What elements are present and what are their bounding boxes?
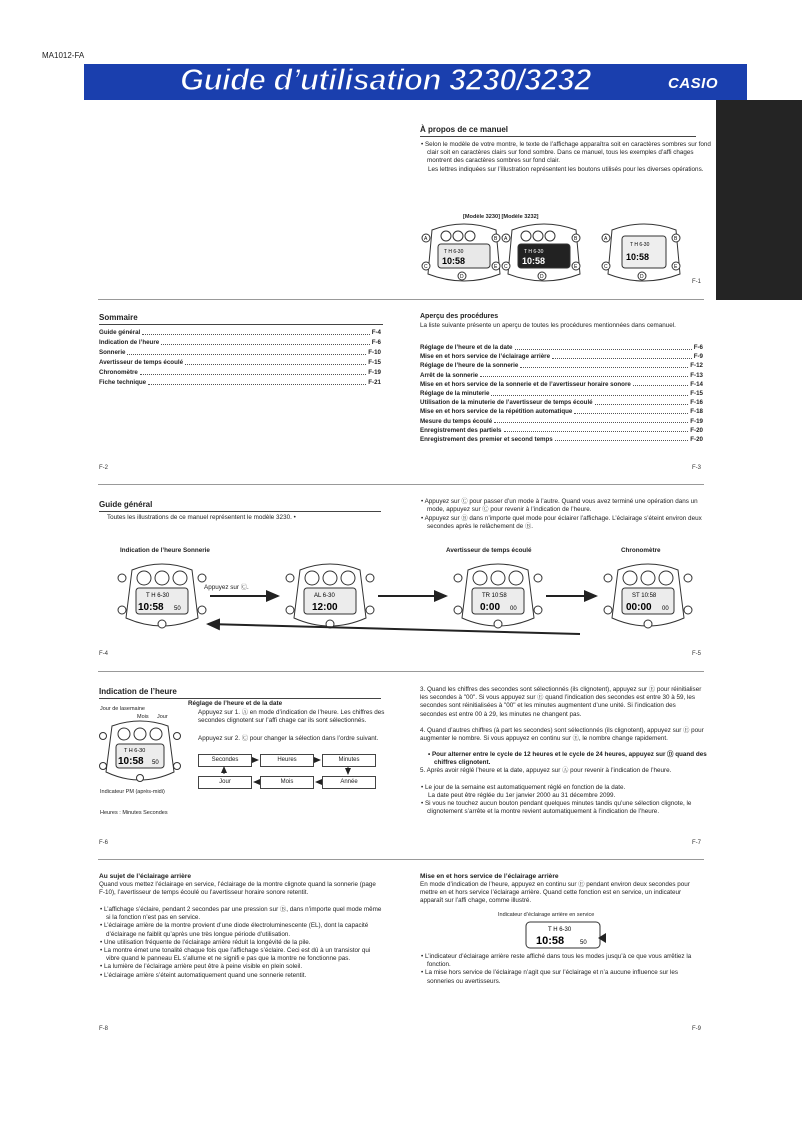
- apercu-intro: La liste suivante présente un aperçu de toutes les procédures mentionnées dans cemanuel.: [420, 322, 676, 329]
- divider: [98, 671, 704, 672]
- procedure-label: Mise en et hors service de l’éclairage arrière: [420, 353, 551, 361]
- toc-item[interactable]: [99, 379, 381, 387]
- cycle-hours: Heures: [260, 754, 314, 767]
- procedure-label: Utilisation de la minuterie de l’avertisseur de temps écoulé: [420, 399, 593, 407]
- indication-heading: Indication de l’heure: [99, 687, 381, 699]
- backlight-bullet: • L’affichage s’éclaire, pendant 2 secondes par une pression sur Ⓑ, dans n’importe quel mode même si la fonction n’est pas en service.: [99, 906, 383, 922]
- models-label: [Modèle 3230] [Modèle 3232]: [463, 214, 539, 220]
- svg-text:10:58: 10:58: [536, 935, 565, 947]
- backlight-toggle-intro: En mode d’indication de l’heure, appuyez en continu sur Ⓔ pendant environ deux secondes pour mettre en et hors service l’éclairage arrière. Quand cette fonction est en service, un indicateur apparaît sur l’affi chage, comme illustré.: [420, 881, 690, 905]
- procedure-page: F-20: [690, 426, 703, 434]
- divider: [98, 299, 704, 300]
- svg-text:T H 6-30: T H 6-30: [630, 242, 650, 248]
- svg-text:E: E: [494, 264, 498, 270]
- svg-text:10:58: 10:58: [522, 256, 546, 266]
- toc-label: Fiche technique: [99, 378, 147, 386]
- cycle-month: Mois: [260, 776, 314, 789]
- procedure-item[interactable]: [420, 372, 703, 380]
- toc-item[interactable]: [99, 329, 381, 337]
- apercu-list: [420, 344, 703, 443]
- label-weekday: Jour de lasemaine: [100, 706, 145, 712]
- step-4: 4. Quand d’autres chiffres (à part les secondes) sont sélectionnés (ils clignotent), appuyez sur Ⓔ pour augmenter le nombre. Si vous appuyez en continu sur Ⓔ, le nombre change rapidement.: [420, 727, 704, 743]
- backlight-toggle-bullets: [420, 953, 704, 986]
- cycle-minutes: Minutes: [322, 754, 376, 767]
- svg-text:12:00: 12:00: [312, 602, 338, 613]
- svg-text:C: C: [424, 264, 428, 270]
- svg-text:T H 6-30: T H 6-30: [548, 927, 572, 933]
- note-1b: La date peut être réglée du 1er janvier 2000 au 31 décembre 2099.: [428, 792, 616, 799]
- procedure-label: Réglage de l’heure de la sonnerie: [420, 362, 519, 370]
- procedure-item[interactable]: [420, 390, 703, 398]
- svg-text:00: 00: [662, 606, 669, 612]
- procedure-page: F-6: [693, 344, 703, 351]
- svg-text:T H 6-30: T H 6-30: [444, 249, 464, 255]
- page-number: F-5: [692, 651, 701, 657]
- mode-label-stopwatch: Chronomètre: [621, 547, 661, 554]
- backlight-intro: Quand vous mettez l’éclairage en service, l’éclairage de la montre clignote quand la sonnerie (page F-10), l’avertisseur de temps écoulé ou l’avertisseur horaire sonore retentit.: [99, 881, 376, 897]
- procedure-page: F-13: [690, 371, 703, 379]
- procedure-item[interactable]: [420, 408, 703, 416]
- brand-logo: CASIO: [668, 75, 719, 92]
- indication-sub: Réglage de l’heure et de la date: [188, 700, 283, 707]
- indicator-label: Indicateur d’éclairage arrière en service: [498, 912, 595, 918]
- svg-text:C: C: [604, 264, 608, 270]
- label-day: Jour: [157, 714, 168, 720]
- svg-text:A: A: [604, 236, 608, 242]
- procedure-label: Réglage de la minuterie: [420, 389, 490, 397]
- svg-text:50: 50: [580, 940, 587, 946]
- backlight-bullet: • Une utilisation fréquente de l’éclairage arrière réduit la longévité de la pile.: [99, 939, 383, 947]
- mode-label-timer: Avertisseur de temps écoulé: [446, 547, 532, 554]
- toc-item[interactable]: [99, 339, 381, 347]
- backlight-indicator-display: [520, 918, 616, 952]
- toc-label: Guide général: [99, 329, 141, 336]
- procedure-label: Enregistrement des premier et second temps: [420, 435, 553, 443]
- watch-alarm: [286, 564, 374, 628]
- svg-text:10:58: 10:58: [626, 252, 650, 262]
- svg-text:D: D: [540, 274, 544, 280]
- svg-text:T H 6-30: T H 6-30: [524, 249, 544, 255]
- toc-page: F-6: [371, 338, 381, 346]
- about-heading: À propos de ce manuel: [420, 125, 696, 137]
- svg-text:A: A: [424, 236, 428, 242]
- model-illustrations: [414, 222, 714, 288]
- page-number: F-7: [692, 840, 701, 846]
- toc-label: Sonnerie: [99, 348, 126, 356]
- svg-text:C: C: [504, 264, 508, 270]
- procedure-page: F-19: [690, 417, 703, 425]
- page-number: F-6: [99, 840, 108, 846]
- procedure-page: F-12: [690, 362, 703, 370]
- step-2: Appuyez sur 2. Ⓒ pour changer la sélection dans l’ordre suivant.: [198, 735, 379, 742]
- page-number: F-3: [692, 465, 701, 471]
- procedure-item[interactable]: [420, 436, 703, 444]
- procedure-item[interactable]: [420, 399, 703, 407]
- procedure-page: F-18: [690, 408, 703, 416]
- cycle-year: Année: [322, 776, 376, 789]
- apercu-heading: Aperçu des procédures: [420, 313, 499, 320]
- svg-text:50: 50: [174, 606, 181, 612]
- procedure-label: Arrêt de la sonnerie: [420, 371, 479, 379]
- mode-flow-diagram: [110, 558, 710, 644]
- divider: [98, 484, 704, 485]
- svg-text:B: B: [494, 236, 498, 242]
- step-3: 3. Quand les chiffres des secondes sont sélectionnés (ils clignotent), appuyez sur Ⓔ pour réinitialiser les secondes à "00". Si vous appuyez sur Ⓔ quand l’indication des secondes est entre 30 à 59, les secondes sont réinitialisées à "00" et les minutes augmentent d’une unité. Si l’indication des secondes est entre 00 à 29, les minutes ne changent pas.: [420, 686, 702, 718]
- procedure-page: F-15: [690, 389, 703, 397]
- sommaire-heading: Sommaire: [99, 313, 383, 325]
- procedure-item[interactable]: [420, 427, 703, 435]
- backlight-bullet: • La montre émet une tonalité chaque fois que l’affichage s’éclaire. Ceci est dû à un transistor qui vibre quand le panneau EL s’allume et ne signifi e pas que la montre ne fonctionne pas.: [99, 947, 383, 963]
- page-number: F-9: [692, 1026, 701, 1032]
- note-2: • Si vous ne touchez aucun bouton pendant quelques minutes tandis qu’une sélection clignote, le clignotement s’arrête et la montre revient automatiquement à l’indication de l’heure.: [420, 800, 711, 816]
- press-c-label: Appuyez sur Ⓒ.: [204, 584, 249, 591]
- svg-text:10:58: 10:58: [118, 756, 144, 767]
- page-title: Guide d’utilisation 3230/3232: [180, 62, 592, 97]
- watch-timekeeping: [118, 564, 206, 628]
- cycle-day: Jour: [198, 776, 252, 789]
- document-code: MA1012-FA: [42, 51, 85, 60]
- svg-text:TR 10:58: TR 10:58: [482, 593, 507, 599]
- procedure-label: Mise en et hors service de la sonnerie et de l’avertisseur horaire sonore: [420, 380, 631, 388]
- watch-stopwatch: [604, 564, 692, 628]
- svg-text:T H 6-30: T H 6-30: [124, 748, 146, 754]
- sommaire-list: [99, 329, 381, 387]
- toc-page: F-4: [371, 329, 381, 336]
- procedure-page: F-20: [690, 435, 703, 443]
- procedure-page: F-14: [690, 380, 703, 388]
- divider: [98, 859, 704, 860]
- step-1: Appuyez sur 1. Ⓐ en mode d’indication de l’heure. Les chiffres des secondes clignotent sur l’affi chage car ils sont sélectionnés.: [198, 709, 385, 725]
- backlight-toggle-bullet: • L’indicateur d’éclairage arrière reste affiché dans tous les modes jusqu’à ce que vous arrêtiez la fonction.: [420, 953, 704, 969]
- svg-text:00: 00: [510, 606, 517, 612]
- watch-3230-illustration: [422, 224, 500, 281]
- svg-text:B: B: [574, 236, 578, 242]
- svg-text:D: D: [460, 274, 464, 280]
- procedure-item[interactable]: [420, 344, 703, 352]
- step-4b: • Pour alterner entre le cycle de 12 heures et le cycle de 24 heures, appuyez sur Ⓓ quand des chiffres clignotent.: [427, 751, 711, 767]
- toc-item[interactable]: [99, 359, 381, 367]
- page-number: F-1: [692, 279, 701, 285]
- backlight-heading: Au sujet de l’éclairage arrière: [99, 873, 191, 880]
- page-number: F-8: [99, 1026, 108, 1032]
- guide-bullet-1: • Appuyez sur Ⓒ pour passer d’un mode à l’autre. Quand vous avez terminé une opération dans un mode, appuyez sur Ⓒ pour revenir à l’indication de l’heure.: [420, 498, 711, 514]
- procedure-label: Réglage de l’heure et de la date: [420, 344, 513, 351]
- procedure-label: Mise en et hors service de la répétition automatique: [420, 408, 573, 416]
- step-5: 5. Après avoir réglé l’heure et la date, appuyez sur Ⓐ pour revenir à l’indication de l’heure.: [420, 767, 672, 774]
- svg-text:E: E: [674, 264, 678, 270]
- about-bullet: • Selon le modèle de votre montre, le texte de l’affichage apparaîtra soit en caractères sombres sur fond clair soit en caractères clairs sur fond sombre. Dans ce manuel, tous les exemples d’affi chages montrent des caractères sombres sur fond clair.: [420, 141, 711, 166]
- procedure-label: Enregistrement des partiels: [420, 426, 502, 434]
- side-tab: [716, 100, 802, 300]
- procedure-item[interactable]: [420, 353, 703, 361]
- svg-text:10:58: 10:58: [138, 602, 164, 613]
- toc-page: F-10: [368, 348, 381, 356]
- toc-item[interactable]: [99, 369, 381, 377]
- procedure-page: F-16: [690, 399, 703, 407]
- svg-text:10:58: 10:58: [442, 256, 466, 266]
- procedure-item[interactable]: [420, 381, 703, 389]
- svg-text:E: E: [574, 264, 578, 270]
- procedure-label: Mesure du temps écoulé: [420, 417, 493, 425]
- mode-label-time-alarm: Indication de l’heure Sonnerie: [120, 547, 210, 554]
- svg-text:ST 10:58: ST 10:58: [632, 593, 657, 599]
- svg-text:B: B: [674, 236, 678, 242]
- note-1: • Le jour de la semaine est automatiquement réglé en fonction de la date.: [420, 784, 711, 792]
- backlight-bullet: • L’éclairage arrière de la montre provient d’une diode électroluminescente (EL), dont la capacité d’éclairage ne faiblit qu’après une très longue période d’utilisation.: [99, 922, 383, 938]
- toc-item[interactable]: [99, 349, 381, 357]
- cycle-seconds: Secondes: [198, 754, 252, 767]
- watch-timekeeping-detail: [98, 720, 182, 788]
- backlight-bullet: • L’éclairage arrière s’éteint automatiquement quand une sonnerie retentit.: [99, 972, 383, 980]
- toc-page: F-15: [368, 358, 381, 366]
- guide-bullet-2: • Appuyez sur Ⓑ dans n’importe quel mode pour éclairer l’affichage. L’éclairage s’éteint environ deux secondes après le relâchement de Ⓑ.: [420, 515, 711, 531]
- svg-text:0:00: 0:00: [480, 602, 501, 613]
- procedure-item[interactable]: [420, 418, 703, 426]
- cycle-arrows: [198, 754, 388, 790]
- svg-text:A: A: [504, 236, 508, 242]
- watch-3232-illustration: [502, 224, 580, 281]
- toc-page: F-21: [368, 378, 381, 386]
- page-number: F-4: [99, 651, 108, 657]
- page-number: F-2: [99, 465, 108, 471]
- svg-text:00:00: 00:00: [626, 602, 652, 613]
- guide-heading: Guide général: [99, 500, 381, 512]
- svg-text:T H 6-30: T H 6-30: [146, 593, 170, 599]
- backlight-toggle-heading: Mise en et hors service de l’éclairage arrière: [420, 873, 559, 880]
- svg-text:D: D: [640, 274, 644, 280]
- svg-text:50: 50: [152, 760, 159, 766]
- backlight-bullets: [99, 906, 383, 980]
- procedure-page: F-9: [693, 353, 703, 361]
- label-month: Mois: [137, 714, 149, 720]
- toc-label: Chronomètre: [99, 368, 138, 376]
- backlight-toggle-bullet: • La mise hors service de l’éclairage n’agit que sur l’éclairage et n’a aucune influence sur les sonneries ou avertisseurs.: [420, 969, 704, 985]
- label-pm: Indicateur PM (après-midi): [100, 789, 165, 795]
- toc-label: Indication de l’heure: [99, 338, 160, 346]
- watch-timer: [454, 564, 542, 628]
- guide-text: Toutes les illustrations de ce manuel représentent le modèle 3230. •: [107, 514, 296, 521]
- label-hms: Heures : Minutes Secondes: [100, 810, 168, 816]
- svg-text:AL 6-30: AL 6-30: [314, 593, 335, 599]
- backlight-bullet: • La lumière de l’éclairage arrière peut être à peine visible en plein soleil.: [99, 963, 383, 971]
- procedure-item[interactable]: [420, 362, 703, 370]
- watch-alt-illustration: [602, 224, 680, 281]
- toc-label: Avertisseur de temps écoulé: [99, 358, 184, 366]
- about-bullet-2: Les lettres indiquées sur l’illustration représentent les boutons utilisés pour les diverses opérations.: [428, 166, 704, 173]
- toc-page: F-19: [368, 368, 381, 376]
